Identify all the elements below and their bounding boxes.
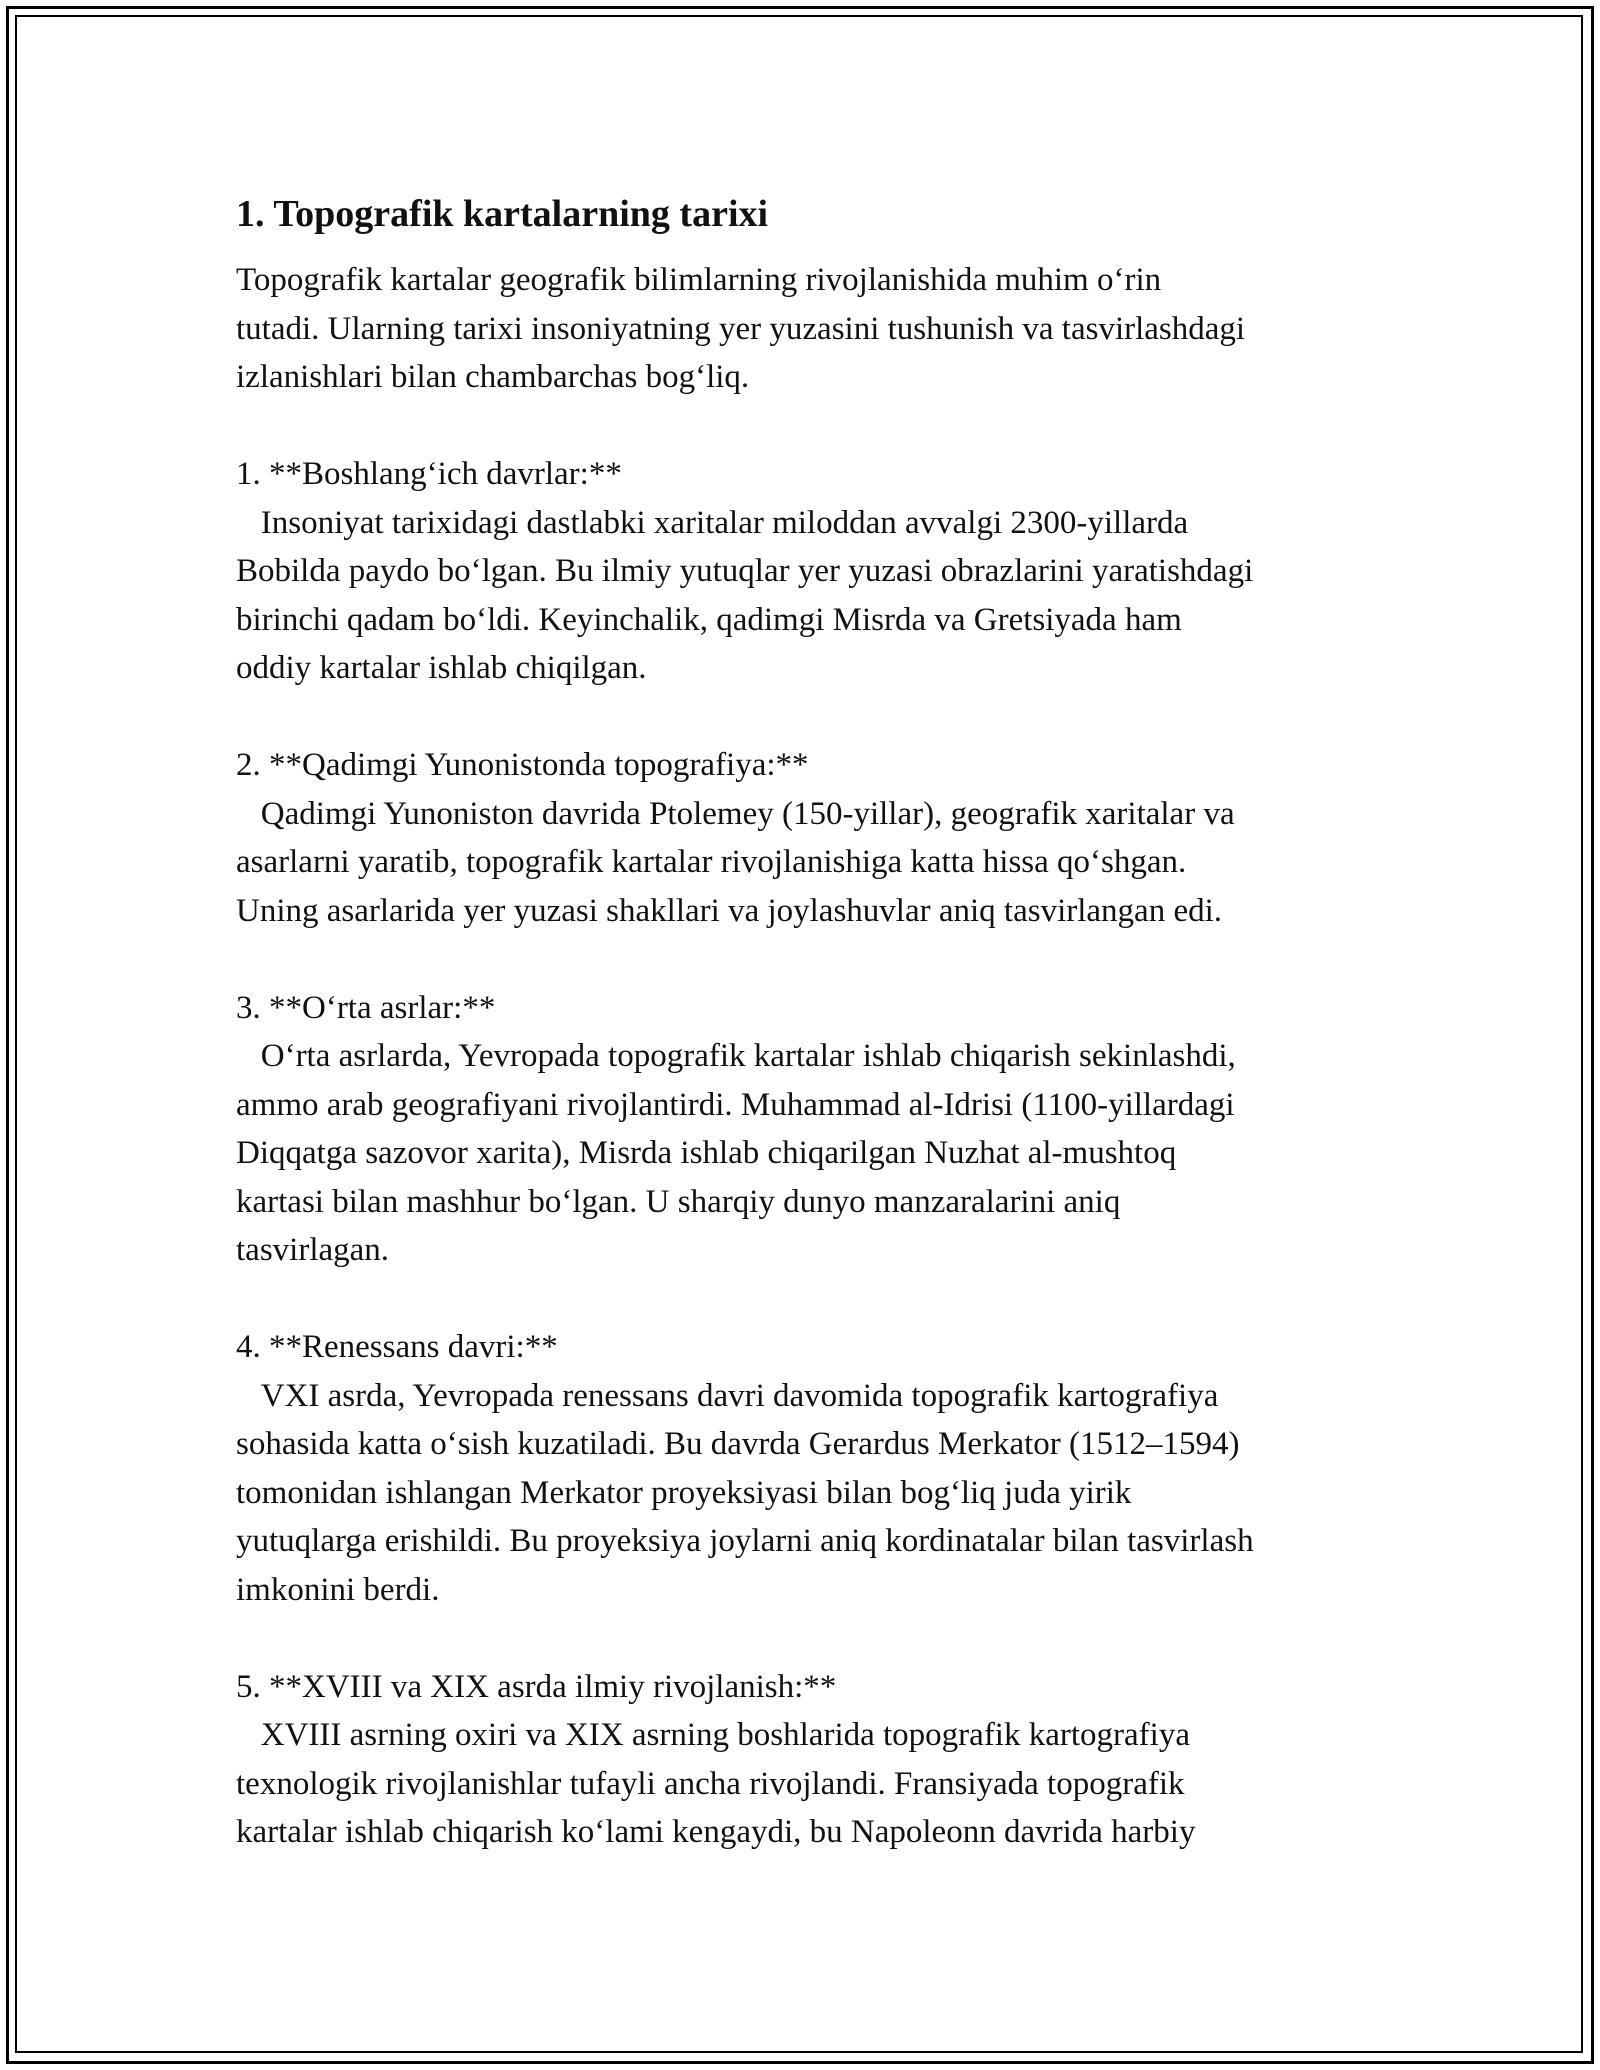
section-body: O‘rta asrlarda, Yevropada topografik kartalar ishlab chiqarish sekinlashdi, ammo arab geografiyani rivojlantirdi. Muhammad al-Idrisi (1100-yillardagi Diqqatga sazovor xarita), Misrda ishlab chiqarilgan Nuzhat al-mushtoq kartasi bilan mashhur bo‘lgan. U sharqiy dunyo manzaralarini aniq tasvirlagan. xyxy=(236,1038,1236,1268)
section-heading: 2. **Qadimgi Yunonistonda topografiya:** xyxy=(236,747,809,783)
section-body: Insoniyat tarixidagi dastlabki xaritalar miloddan avvalgi 2300-yillarda Bobilda paydo bo‘lgan. Bu ilmiy yutuqlar yer yuzasi obrazlarini yaratishdagi birinchi qadam bo‘ldi. Keyinchalik, qadimgi Misrda va Gretsiyada ham oddiy kartalar ishlab chiqilgan. xyxy=(236,504,1254,686)
section-body: XVIII asrning oxiri va XIX asrning boshlarida topografik kartografiya texnologik rivojlanishlar tufayli ancha rivojlandi. Fransiyada topografik kartalar ishlab chiqarish ko‘lami kengaydi, bu Napoleonn davrida harbiy xyxy=(236,1717,1196,1850)
document-title: 1. Topografik kartalarning tarixi xyxy=(236,193,769,235)
intro-paragraph: Topografik kartalar geografik bilimlarning rivojlanishida muhim o‘rin tutadi. Ularning tarixi insoniyatning yer yuzasini tushunish va tasvirlashdagi izlanishlari bilan chambarchas bog‘liq. xyxy=(236,262,1246,395)
history-section-4 xyxy=(236,1323,1376,1614)
history-section-1 xyxy=(236,450,1376,693)
section-body: Qadimgi Yunoniston davrida Ptolemey (150-yillar), geografik xaritalar va asarlarni yaratib, topografik kartalar rivojlanishiga katta hissa qo‘shgan. Uning asarlarida yer yuzasi shakllari va joylashuvlar aniq tasvirlangan edi. xyxy=(236,795,1235,929)
history-section-3 xyxy=(236,984,1376,1275)
history-section-2 xyxy=(236,741,1376,935)
section-heading: 3. **O‘rta asrlar:** xyxy=(236,989,496,1026)
document-body xyxy=(236,186,1376,1857)
section-heading: 5. **XVIII va XIX asrda ilmiy rivojlanish:** xyxy=(236,1668,837,1705)
section-heading: 4. **Renessans davri:** xyxy=(236,1329,558,1365)
section-body: VXI asrda, Yevropada renessans davri davomida topografik kartografiya sohasida katta o‘sish kuzatiladi. Bu davrda Gerardus Merkator (1512–1594) tomonidan ishlangan Merkator proyeksiyasi bilan bog‘liq juda yirik yutuqlarga erishildi. Bu proyeksiya joylarni aniq kordinatalar bilan tasvirlash imkonini berdi. xyxy=(236,1377,1254,1608)
history-section-5 xyxy=(236,1663,1376,1857)
section-heading: 1. **Boshlang‘ich davrlar:** xyxy=(236,456,622,492)
